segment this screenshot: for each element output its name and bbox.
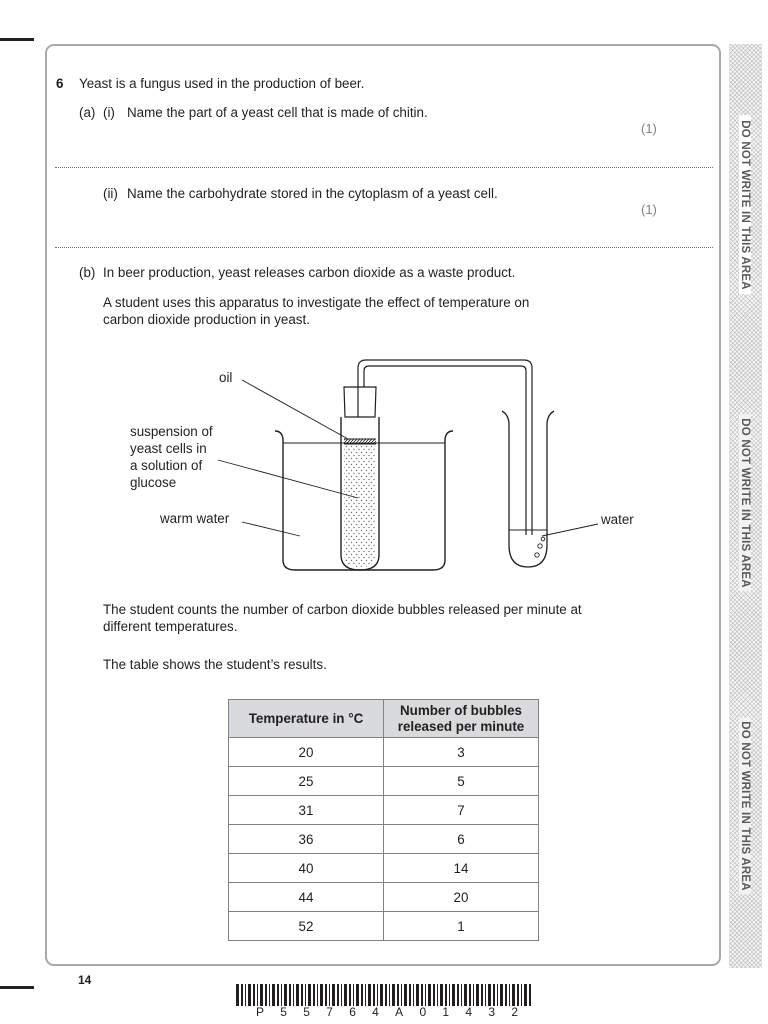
barcode-bar [253,984,255,1006]
bubbles-cell: 1 [384,912,539,941]
barcode-bar [365,984,366,1006]
barcode-bar [437,984,438,1006]
barcode-bar [428,984,431,1006]
table-row [229,796,539,825]
bubbles-cell: 5 [384,767,539,796]
oil-layer [344,439,376,444]
yeast-label-line-1: suspension of [130,424,213,439]
part-a-ii-marks: (1) [641,202,657,217]
barcode-bar [509,984,510,1006]
temperature-cell: 20 [229,738,384,767]
barcode-bar [469,984,471,1006]
barcode-bar [440,984,443,1006]
barcode-bar [332,984,335,1006]
barcode-bar [464,984,467,1006]
stopper [344,387,376,417]
barcode-bar [308,984,311,1006]
part-a-i-marks: (1) [641,121,657,136]
bubbles-cell: 7 [384,796,539,825]
part-a-ii-label: (ii) [103,186,118,201]
barcode-bar [257,984,258,1006]
results-table [228,699,539,941]
barcode-digit: 3 [488,1005,496,1019]
barcode-bar [241,984,243,1006]
barcode-bar [485,984,486,1006]
bubbles-cell: 14 [384,854,539,883]
barcode-bar [260,984,263,1006]
registration-mark-bottom [0,986,34,989]
barcode-bar [521,984,522,1006]
bubble [538,544,542,548]
barcode-bar [512,984,515,1006]
barcode-bar [401,984,402,1006]
temperature-cell: 44 [229,883,384,912]
answer-line-a-i[interactable] [55,167,713,168]
barcode-bar [392,984,395,1006]
barcode-bar [248,984,251,1006]
bubbles-cell: 3 [384,738,539,767]
table-header-row [229,700,539,738]
barcode-bar [341,984,342,1006]
barcode-bar [517,984,519,1006]
barcode-bar [416,984,419,1006]
water-label: water [601,512,634,527]
barcode-bar [452,984,455,1006]
bubbles-cell: 6 [384,825,539,854]
side-warning-3: DO NOT WRITE IN THIS AREA [739,717,751,894]
side-warning-2: DO NOT WRITE IN THIS AREA [739,414,751,591]
part-b-label: (b) [79,265,96,280]
barcode-bar [389,984,390,1006]
page-number: 14 [78,973,92,987]
barcode-digit: A [395,1005,404,1019]
barcode-bar [317,984,318,1006]
temperature-cell: 52 [229,912,384,941]
barcode-bar [404,984,407,1006]
barcode-bar [488,984,491,1006]
answer-line-a-ii[interactable] [55,247,713,248]
barcode-digit: 6 [349,1005,356,1019]
bubbles-cell: 20 [384,883,539,912]
barcode-bar [329,984,330,1006]
barcode-bar [368,984,371,1006]
header-bubbles-line-1: Number of bubbles [399,702,522,718]
barcode-bar [325,984,327,1006]
barcode-digit: P [256,1005,265,1019]
table-row [229,883,539,912]
barcode-bar [385,984,387,1006]
barcode-bar [461,984,462,1006]
barcode-bar [373,984,375,1006]
barcode-bar [476,984,479,1006]
barcode-bar [445,984,447,1006]
barcode-bar [284,984,287,1006]
barcode-digits [256,1005,518,1019]
barcode-bar [356,984,359,1006]
barcode-bar [320,984,323,1006]
barcode-digit: 5 [280,1005,287,1019]
barcode-bar [353,984,354,1006]
barcode-bar [245,984,246,1006]
barcode-bar [361,984,363,1006]
oil-label: oil [219,370,233,385]
warm-water-leader [242,522,300,536]
barcode-bar [397,984,399,1006]
barcode-bar [524,984,527,1006]
side-warning-1: DO NOT WRITE IN THIS AREA [739,115,751,294]
oil-leader [242,380,348,439]
barcode-digit: 2 [511,1005,518,1019]
part-b-intro: In beer production, yeast releases carbon dioxide as a waste product. [103,265,516,280]
yeast-label-line-2: yeast cells in [130,441,207,456]
temperature-cell: 25 [229,767,384,796]
barcode-bar [497,984,498,1006]
barcode-bar [349,984,351,1006]
barcode-bar [305,984,306,1006]
yeast-label-line-3: a solution of [130,458,203,473]
barcode-bar [277,984,279,1006]
table-row [229,738,539,767]
barcode-bar [481,984,483,1006]
barcode-bar [272,984,275,1006]
apparatus-diagram [120,355,650,585]
registration-mark-top [0,38,34,41]
barcode-bar [269,984,270,1006]
barcode-bar [529,984,531,1006]
barcode-bar [493,984,495,1006]
barcode-digit: 5 [303,1005,310,1019]
barcode-bar [301,984,303,1006]
table-row [229,825,539,854]
table-row [229,854,539,883]
barcode-bar [313,984,315,1006]
barcode-digit: 1 [442,1005,450,1019]
barcode-bar [293,984,294,1006]
barcode-bar [473,984,474,1006]
warm-water-label: warm water [160,511,230,526]
part-a-ii-text: Name the carbohydrate stored in the cytoplasm of a yeast cell. [127,186,498,201]
water-leader [542,524,598,536]
bubble [535,553,539,557]
apparatus-line-2: carbon dioxide production in yeast. [103,312,310,327]
yeast-label-line-4: glucose [130,475,177,490]
barcode-digit: 7 [326,1005,333,1019]
barcode-digit: 0 [419,1005,427,1019]
barcode-bar [265,984,267,1006]
yeast-suspension [344,444,376,567]
collecting-tube [502,411,554,567]
barcode-bar [289,984,291,1006]
barcode-bar [377,984,378,1006]
question-intro: Yeast is a fungus used in the production of beer. [79,76,365,91]
counts-line-1: The student counts the number of carbon dioxide bubbles released per minute at [103,602,582,617]
header-bubbles [384,700,539,738]
table-intro: The table shows the student’s results. [103,657,327,672]
barcode-bar [500,984,503,1006]
barcode-bar [433,984,435,1006]
barcode-bar [421,984,423,1006]
bubble [541,537,545,541]
barcode-bar [425,984,426,1006]
barcode-bar [281,984,282,1006]
header-temperature: Temperature in °C [229,700,384,738]
barcode-bar [344,984,347,1006]
counts-line-2: different temperatures. [103,619,238,634]
temperature-cell: 40 [229,854,384,883]
part-a-label: (a) [79,105,96,120]
barcode-bar [457,984,459,1006]
question-number: 6 [56,76,64,91]
part-a-i-text: Name the part of a yeast cell that is made of chitin. [127,105,428,120]
part-a-i-label: (i) [103,105,115,120]
table-row [229,912,539,941]
yeast-leader [218,460,358,498]
header-bubbles-line-2: released per minute [397,718,525,734]
barcode-bar [236,984,239,1006]
barcode-bar [380,984,383,1006]
barcode-digit: 4 [372,1005,379,1019]
barcode-bar [505,984,507,1006]
temperature-cell: 31 [229,796,384,825]
apparatus-line-1: A student uses this apparatus to investigate the effect of temperature on [103,295,530,310]
temperature-cell: 36 [229,825,384,854]
barcode-bar [449,984,450,1006]
barcode-digit: 4 [465,1005,473,1019]
table-row [229,767,539,796]
barcode-bar [413,984,414,1006]
barcode [236,984,534,1006]
barcode-bar [296,984,299,1006]
barcode-bar [337,984,339,1006]
barcode-bar [409,984,411,1006]
